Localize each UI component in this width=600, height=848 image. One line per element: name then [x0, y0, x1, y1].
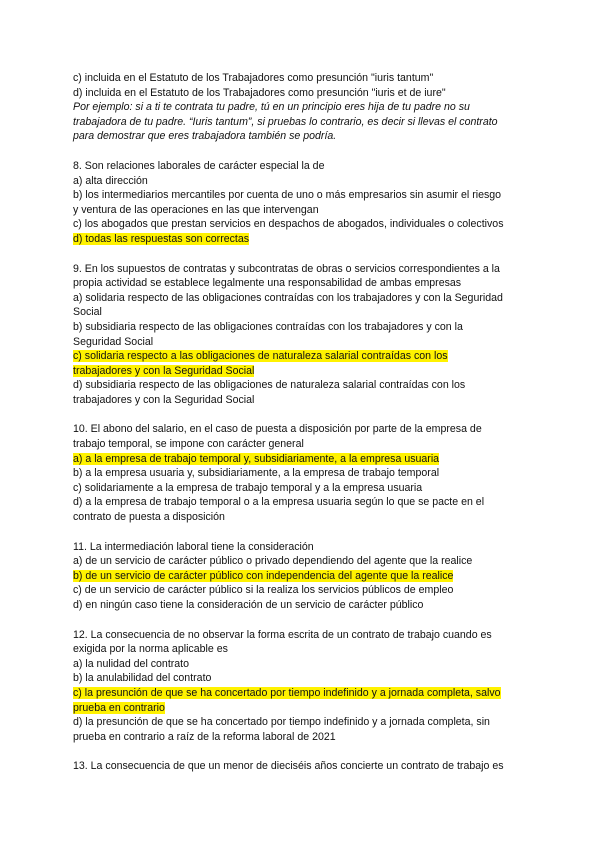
highlighted-answer-text: a) a la empresa de trabajo temporal y, subsidiariamente, a la empresa usuaria: [73, 452, 440, 465]
line-text: para demostrar que eres trabajadora también se podría.: [73, 130, 337, 143]
correct-answer-line: [73, 452, 580, 467]
line-text: d) en ningún caso tiene la consideración de un servicio de carácter público: [73, 599, 424, 611]
answer-line: [73, 510, 580, 525]
line-text: c) los abogados que prestan servicios en despachos de abogados, individuales o colectivos: [73, 218, 504, 231]
answer-line: [73, 174, 580, 189]
question-spacer: [73, 525, 580, 540]
line-text: d) subsidiaria respecto de las obligaciones de naturaleza salarial contraídas con los: [73, 379, 466, 392]
line-text: c) incluida en el Estatuto de los Trabajadores como presunción "iuris tantum": [73, 72, 434, 84]
highlighted-answer-text: d) todas las respuestas son correctas: [73, 232, 250, 245]
line-text: Seguridad Social: [73, 335, 154, 348]
correct-answer-line: [73, 686, 580, 701]
line-text: contrato de puesta a disposición: [73, 511, 225, 524]
answer-line: [73, 437, 580, 452]
answer-line: [73, 378, 580, 393]
question-spacer: [73, 744, 580, 759]
option-line: [73, 71, 580, 86]
answer-line: [73, 671, 580, 686]
line-text: a) de un servicio de carácter público o privado dependiendo del agente que la realice: [73, 555, 473, 568]
highlighted-answer-text: c) solidaria respecto a las obligaciones de naturaleza salarial contraídas con los: [73, 350, 448, 363]
highlighted-answer-text: trabajadores y con la Seguridad Social: [73, 364, 255, 377]
answer-line: [73, 276, 580, 291]
highlighted-answer-text: prueba en contrario: [73, 701, 165, 714]
question-text: [73, 759, 580, 774]
answer-line: [73, 730, 580, 745]
correct-answer-line: [73, 232, 580, 247]
correct-answer-line: [73, 349, 580, 364]
line-text: trabajadora de tu padre. “Iuris tantum”, si pruebas lo contrario, es decir si llevas el contrato: [73, 115, 498, 128]
answer-line: [73, 203, 580, 218]
answer-line: [73, 583, 580, 598]
option-line: [73, 86, 580, 101]
line-text: a) solidaria respecto de las obligaciones contraídas con los trabajadores y con la Seguridad: [73, 291, 503, 304]
line-text: c) de un servicio de carácter público si la realiza los servicios públicos de empleo: [73, 584, 454, 597]
line-text: 8. Son relaciones laborales de carácter especial la de: [73, 159, 325, 172]
question-text: [73, 422, 580, 437]
question-spacer: [73, 247, 580, 262]
question-block: [73, 628, 580, 745]
answer-line: [73, 598, 580, 613]
line-text: b) la anulabilidad del contrato: [73, 672, 212, 685]
question-text: [73, 159, 580, 174]
correct-answer-line: [73, 701, 580, 716]
question-text: [73, 262, 580, 277]
line-text: 9. En los supuestos de contratas y subcontratas de obras o servicios correspondientes a la: [73, 262, 500, 275]
answer-line: [73, 393, 580, 408]
highlighted-answer-text: b) de un servicio de carácter público con independencia del agente que la realice: [73, 569, 454, 582]
question-block: [73, 759, 580, 774]
line-text: propia actividad se establece legalmente una responsabilidad de ambas empresas: [73, 277, 462, 290]
line-text: c) solidariamente a la empresa de trabajo temporal y a la empresa usuaria: [73, 481, 423, 494]
example-note: [73, 100, 580, 144]
question-spacer: [73, 613, 580, 628]
line-text: d) a la empresa de trabajo temporal o a la empresa usuaria según lo que se pacte en el: [73, 496, 485, 509]
answer-line: [73, 481, 580, 496]
question-block: [73, 540, 580, 613]
line-text: 11. La intermediación laboral tiene la consideración: [73, 540, 314, 553]
answer-line: [73, 466, 580, 481]
question-spacer: [73, 407, 580, 422]
line-text: a) la nulidad del contrato: [73, 657, 190, 670]
line-text: y ventura de las operaciones en las que intervengan: [73, 203, 319, 216]
example-line: [73, 129, 580, 144]
answer-line: [73, 291, 580, 306]
line-text: Social: [73, 306, 102, 319]
question-spacer: [73, 144, 580, 159]
answer-line: [73, 554, 580, 569]
line-text: b) a la empresa usuaria y, subsidiariamente, a la empresa de trabajo temporal: [73, 467, 440, 480]
example-line: [73, 115, 580, 130]
question-block: [73, 159, 580, 247]
line-text: 13. La consecuencia de que un menor de dieciséis años concierte un contrato de trabajo es: [73, 760, 504, 773]
answer-line: [73, 642, 580, 657]
question-list: [73, 144, 580, 774]
answer-line: [73, 715, 580, 730]
line-text: trabajo temporal, se impone con carácter general: [73, 438, 304, 451]
question-text: [73, 628, 580, 643]
line-text: b) subsidiaria respecto de las obligaciones contraídas con los trabajadores y con la: [73, 320, 463, 333]
line-text: trabajadores y con la Seguridad Social: [73, 393, 255, 406]
question-block: [73, 422, 580, 524]
line-text: 12. La consecuencia de no observar la forma escrita de un contrato de trabajo cuando es: [73, 628, 492, 641]
line-text: Por ejemplo: si a ti te contrata tu padre, tú en un principio eres hija de tu padre no su: [73, 101, 470, 114]
answer-line: [73, 305, 580, 320]
line-text: d) incluida en el Estatuto de los Trabajadores como presunción "iuris et de iure": [73, 86, 446, 99]
question-text: [73, 540, 580, 555]
answer-line: [73, 495, 580, 510]
answer-line: [73, 217, 580, 232]
line-text: a) alta dirección: [73, 174, 148, 187]
line-text: exigida por la norma aplicable es: [73, 643, 228, 656]
correct-answer-line: [73, 364, 580, 379]
line-text: b) los intermediarios mercantiles por cuenta de uno o más empresarios sin asumir el riesgo: [73, 189, 502, 202]
line-text: 10. El abono del salario, en el caso de puesta a disposición por parte de la empresa de: [73, 423, 482, 436]
line-text: prueba en contrario a raíz de la reforma laboral de 2021: [73, 730, 336, 743]
example-line: [73, 100, 580, 115]
question-block: [73, 262, 580, 408]
correct-answer-line: [73, 569, 580, 584]
highlighted-answer-text: c) la presunción de que se ha concertado por tiempo indefinido y a jornada completa, salvo: [73, 686, 501, 699]
answer-line: [73, 188, 580, 203]
line-text: d) la presunción de que se ha concertado por tiempo indefinido y a jornada completa, sin: [73, 716, 490, 729]
answer-line: [73, 657, 580, 672]
intro-options: [73, 71, 580, 100]
answer-line: [73, 335, 580, 350]
answer-line: [73, 320, 580, 335]
